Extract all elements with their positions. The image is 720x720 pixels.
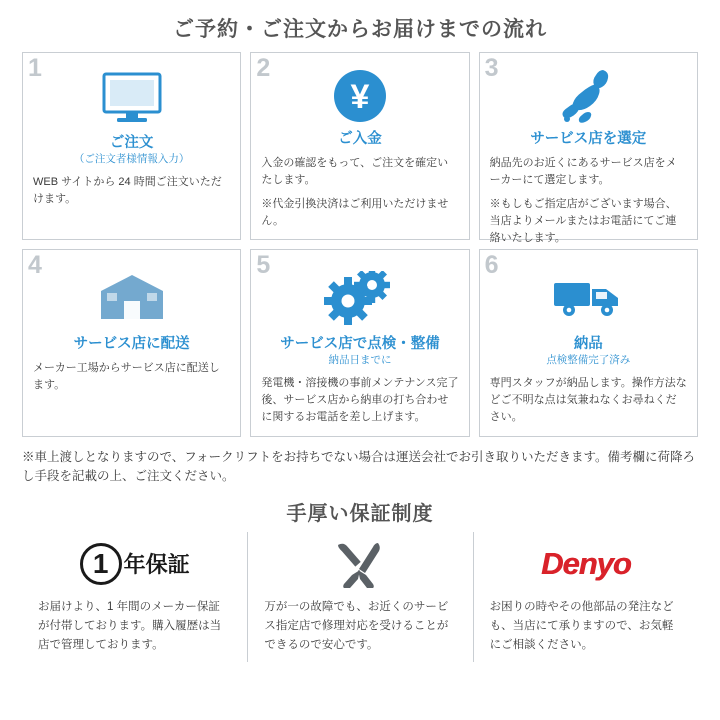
step-heading-6: 納品: [573, 336, 603, 352]
step-number-6: 6: [484, 251, 499, 279]
step-heading-5: サービス店で点検・整備: [280, 336, 440, 352]
warranty-body-3: お困りの時やその他部品の発注なども、当店にて承りますので、お気軽にご相談ください。: [489, 600, 674, 651]
step-subheading-6: 点検整備完了済み: [546, 354, 631, 367]
factory-icon: [97, 266, 167, 330]
japan-map-icon: [558, 67, 618, 125]
gears-icon: [324, 266, 396, 330]
warranty-body-2: 万が一の故障でも、お近くのサービス指定店で修理対応を受けることができるので安心です。: [264, 600, 449, 651]
step-heading-3: サービス店を選定: [530, 131, 647, 147]
truck-icon: [552, 266, 624, 330]
one-year-number: 1: [80, 543, 122, 585]
step-body-2: [261, 155, 458, 230]
step-body-line: ※代金引換決済はご利用いただけません。: [261, 198, 449, 228]
step-number-3: 3: [484, 54, 499, 82]
step-body-line: 発電機・溶接機の事前メンテナンス完了後、サービス店から納車の打ち合わせに関するお電話を差し上げます。: [261, 376, 459, 423]
flow-step-card-5: [250, 249, 469, 437]
step-subheading-1: （ご注文者様情報入力）: [73, 153, 190, 166]
svg-text:¥: ¥: [350, 78, 370, 116]
step-body-line: 専門スタッフが納品します。操作方法などご不明な点は気兼ねなくお尋ねください。: [489, 376, 687, 423]
flow-step-card-4: [22, 249, 241, 437]
step-heading-4: サービス店に配送: [73, 336, 190, 352]
step-body-4: [33, 360, 230, 394]
flow-step-card-2: [250, 52, 469, 240]
step-body-line: ※もしもご指定店がございます場合、当店よりメールまたはお電話にてご連絡いたします。: [489, 198, 677, 245]
step-subheading-5: 納品日までに: [328, 354, 392, 367]
one-year-label: 年保証: [123, 552, 190, 578]
step-body-6: [490, 375, 687, 426]
step-number-1: 1: [28, 54, 42, 82]
one-year-badge: [80, 543, 190, 585]
warranty-body-1: お届けより、1 年間のメーカー保証が付帯しております。購入履歴は当店で管理しております。: [38, 600, 222, 651]
step-heading-1: ご注文: [109, 135, 154, 151]
step-number-2: 2: [256, 54, 271, 82]
step-body-1: [33, 174, 230, 208]
warranty-columns: [0, 532, 720, 662]
flow-section-title: ご予約・ご注文からお届けまでの流れ: [173, 18, 547, 41]
step-body-line: 納品先のお近くにあるサービス店をメーカーにて選定します。: [489, 157, 677, 187]
one-year-badge-icon: [38, 538, 231, 590]
warranty-column-1: [22, 532, 247, 662]
warranty-column-3: [473, 532, 698, 662]
step-heading-2: ご入金: [338, 131, 382, 147]
flow-step-card-1: [22, 52, 241, 240]
step-body-5: [261, 375, 458, 426]
monitor-icon: [101, 67, 163, 129]
step-body-line: WEB サイトから 24 時間ご注文いただけます。: [33, 175, 222, 205]
flow-steps-grid: [0, 52, 720, 437]
tools-icon: [264, 538, 456, 590]
warranty-column-2: [247, 532, 472, 662]
flow-footnote: ※車上渡しとなりますので、フォークリフトをお持ちでない場合は運送会社でお引き取りいただきます。備考欄に荷降ろし手段を記載の上、ご注文ください。: [22, 450, 696, 484]
step-number-5: 5: [256, 251, 271, 279]
step-body-3: [490, 155, 687, 247]
flow-step-card-6: [479, 249, 698, 437]
step-body-line: 入金の確認をもって、ご注文を確定いたします。: [261, 157, 449, 187]
warranty-section-title: 手厚い保証制度: [286, 502, 434, 525]
step-number-4: 4: [28, 251, 42, 279]
yen-coin-icon: [331, 67, 389, 125]
denyo-logo: [490, 538, 682, 590]
denyo-logo-text: Denyo: [540, 545, 631, 581]
flow-step-card-3: [479, 52, 698, 245]
step-body-line: メーカー工場からサービス店に配送します。: [33, 362, 220, 392]
